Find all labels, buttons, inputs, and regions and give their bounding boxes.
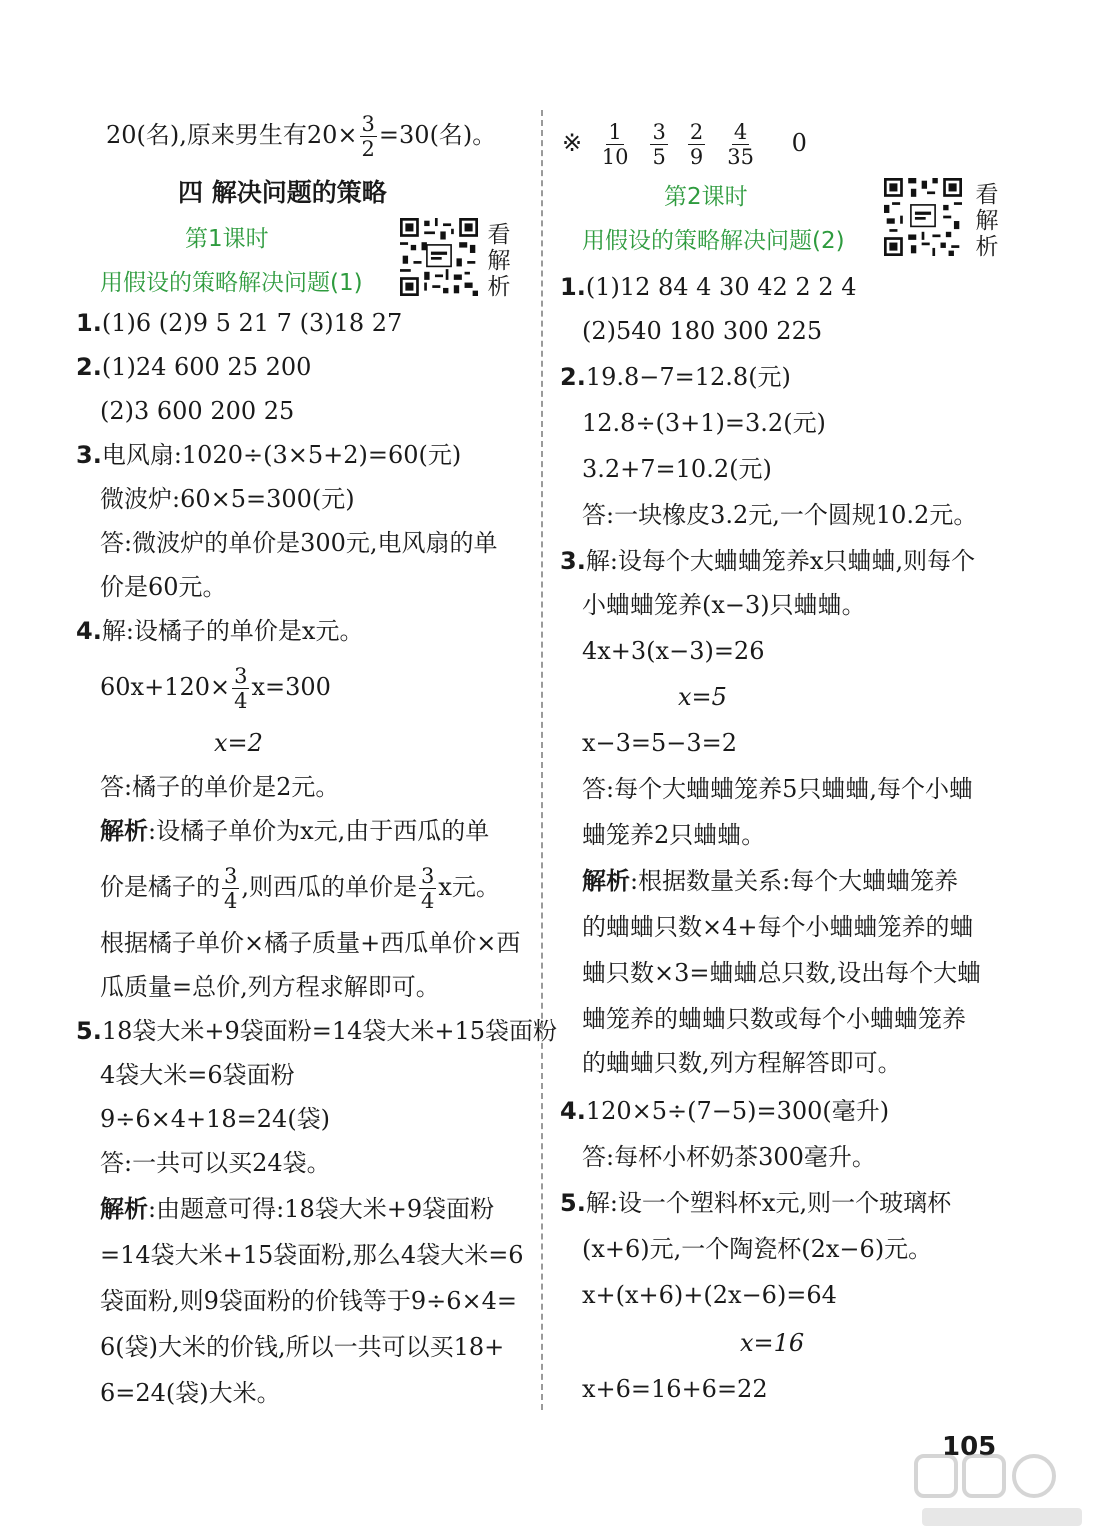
numerator: 1 <box>608 120 622 144</box>
equation <box>100 664 331 713</box>
numerator: 3 <box>652 120 666 144</box>
denominator: 2 <box>361 137 375 161</box>
text: x=300 <box>251 673 331 701</box>
analysis: 瓜质量=总价,列方程求解即可。 <box>100 973 440 1001</box>
analysis: 6(袋)大米的价钱,所以一共可以买18+ <box>100 1333 505 1361</box>
text: 60x+120× <box>100 673 231 701</box>
question-number: 3. <box>560 547 586 575</box>
text: =30(名)。 <box>378 121 497 149</box>
analysis-label: 解析 <box>582 867 630 895</box>
numerator: 3 <box>421 864 435 888</box>
answer: 答:一共可以买24袋。 <box>100 1149 331 1177</box>
qr-label: 看解析 <box>487 222 511 300</box>
fraction <box>650 120 667 169</box>
zero-value: 0 <box>791 129 807 157</box>
denominator: 35 <box>727 145 754 169</box>
denominator: 10 <box>601 145 629 169</box>
question-number: 4. <box>76 617 102 645</box>
answer: 蛐笼养2只蛐蛐。 <box>582 821 766 849</box>
answer: (1)24 600 25 200 <box>101 353 312 381</box>
question-1 <box>560 270 856 304</box>
answer: 答:一块橡皮3.2元,一个圆规10.2元。 <box>582 501 978 529</box>
numerator: 3 <box>224 864 238 888</box>
fraction <box>725 120 756 169</box>
watermark-logo-icon <box>912 1450 1092 1534</box>
question-4 <box>76 614 363 648</box>
question-5 <box>76 1014 557 1048</box>
answer: 微波炉:60×5=300(元) <box>100 485 355 513</box>
answer: 解:设橘子的单价是x元。 <box>101 617 364 645</box>
denominator: 4 <box>421 889 435 913</box>
answer: 答:微波炉的单价是300元,电风扇的单 <box>100 529 498 557</box>
section-title: 四 解决问题的策略 <box>178 178 387 207</box>
text: ,则西瓜的单价是 <box>241 873 418 901</box>
analysis <box>582 864 958 898</box>
answer: 120×5÷(7−5)=300(毫升) <box>585 1097 890 1125</box>
answer-line <box>106 112 496 161</box>
answer: 9÷6×4+18=24(袋) <box>100 1105 331 1133</box>
denominator: 4 <box>234 689 248 713</box>
lesson-title: 第1课时 <box>185 226 269 252</box>
answer: (1)6 (2)9 5 21 7 (3)18 27 <box>101 309 403 337</box>
text: :由题意可得:18袋大米+9袋面粉 <box>148 1195 495 1223</box>
text: :设橘子单价为x元,由于西瓜的单 <box>148 817 490 845</box>
answer: 小蛐蛐笼养(x−3)只蛐蛐。 <box>582 591 866 619</box>
analysis: 根据橘子单价×橘子质量+西瓜单价×西 <box>100 929 521 957</box>
answer: 4袋大米=6袋面粉 <box>100 1061 295 1089</box>
analysis: 的蛐蛐只数,列方程解答即可。 <box>582 1049 902 1077</box>
topic-title: 用假设的策略解决问题(2) <box>582 228 845 254</box>
analysis: 6=24(袋)大米。 <box>100 1379 281 1407</box>
question-number: 2. <box>76 353 102 381</box>
analysis <box>100 814 489 848</box>
fraction <box>600 120 631 169</box>
answer: 解:设一个塑料杯x元,则一个玻璃杯 <box>585 1189 952 1217</box>
answer: (x+6)元,一个陶瓷杯(2x−6)元。 <box>582 1235 933 1263</box>
answer: 12.8÷(3+1)=3.2(元) <box>582 409 826 437</box>
answer: 3.2+7=10.2(元) <box>582 455 772 483</box>
lesson-title: 第2课时 <box>664 184 748 210</box>
analysis: 蛐笼养的蛐蛐只数或每个小蛐蛐笼养 <box>582 1005 966 1033</box>
question-3 <box>76 438 461 472</box>
answer: 18袋大米+9袋面粉=14袋大米+15袋面粉 <box>101 1017 558 1045</box>
text: 20(名),原来男生有20× <box>106 121 358 149</box>
text: 价是橘子的 <box>100 873 220 901</box>
answer: 4x+3(x−3)=26 <box>582 637 765 665</box>
answer: x+6=16+6=22 <box>582 1375 768 1403</box>
answer: x−3=5−3=2 <box>582 729 738 757</box>
analysis-label: 解析 <box>100 1195 148 1223</box>
numerator: 3 <box>361 112 375 136</box>
answer: (2)3 600 200 25 <box>100 397 295 425</box>
fraction <box>688 120 705 169</box>
answer: 答:每个大蛐蛐笼养5只蛐蛐,每个小蛐 <box>582 775 973 803</box>
answer: 19.8−7=12.8(元) <box>585 363 791 391</box>
qr-code-icon[interactable] <box>884 178 962 256</box>
question-number: 5. <box>560 1189 586 1217</box>
question-number: 1. <box>76 309 102 337</box>
fraction <box>360 112 377 161</box>
question-3 <box>560 544 975 578</box>
qr-label: 看解析 <box>975 182 999 260</box>
answer: 电风扇:1020÷(3×5+2)=60(元) <box>101 441 462 469</box>
question-2 <box>76 350 311 384</box>
answer: (2)540 180 300 225 <box>582 317 823 345</box>
question-number: 5. <box>76 1017 102 1045</box>
numerator: 3 <box>234 664 248 688</box>
answer: 答:橘子的单价是2元。 <box>100 773 340 801</box>
denominator: 4 <box>224 889 238 913</box>
numerator: 2 <box>689 120 704 144</box>
fraction-row <box>562 120 807 169</box>
question-2 <box>560 360 791 394</box>
text: :根据数量关系:每个大蛐蛐笼养 <box>630 867 959 895</box>
denominator: 5 <box>652 145 666 169</box>
answer: x=5 <box>678 683 727 711</box>
column-divider <box>541 110 543 1410</box>
analysis <box>100 1192 494 1226</box>
numerator: 4 <box>733 120 748 144</box>
analysis <box>100 864 500 913</box>
answer: (1)12 84 4 30 42 2 2 4 <box>585 273 857 301</box>
fraction <box>222 864 239 913</box>
answer: 答:每杯小杯奶茶300毫升。 <box>582 1143 876 1171</box>
question-number: 2. <box>560 363 586 391</box>
star-mark: ※ <box>562 129 583 157</box>
answer: 解:设每个大蛐蛐笼养x只蛐蛐,则每个 <box>585 547 976 575</box>
denominator: 9 <box>689 145 704 169</box>
fraction <box>419 864 436 913</box>
answer: x=2 <box>214 729 263 757</box>
analysis: 袋面粉,则9袋面粉的价钱等于9÷6×4= <box>100 1287 518 1315</box>
analysis: =14袋大米+15袋面粉,那么4袋大米=6 <box>100 1241 524 1269</box>
question-number: 4. <box>560 1097 586 1125</box>
page-number: 105 <box>942 1432 997 1462</box>
fraction <box>232 664 249 713</box>
topic-title: 用假设的策略解决问题(1) <box>100 270 363 296</box>
question-4 <box>560 1094 889 1128</box>
qr-code-icon[interactable] <box>400 218 478 296</box>
text: x元。 <box>438 873 500 901</box>
question-number: 1. <box>560 273 586 301</box>
question-number: 3. <box>76 441 102 469</box>
analysis-label: 解析 <box>100 817 148 845</box>
question-5 <box>560 1186 951 1220</box>
analysis: 蛐只数×3=蛐蛐总只数,设出每个大蛐 <box>582 959 982 987</box>
answer: 价是60元。 <box>100 573 227 601</box>
analysis: 的蛐蛐只数×4+每个小蛐蛐笼养的蛐 <box>582 913 974 941</box>
answer: x=16 <box>740 1329 805 1357</box>
question-1 <box>76 306 402 340</box>
answer: x+(x+6)+(2x−6)=64 <box>582 1281 837 1309</box>
